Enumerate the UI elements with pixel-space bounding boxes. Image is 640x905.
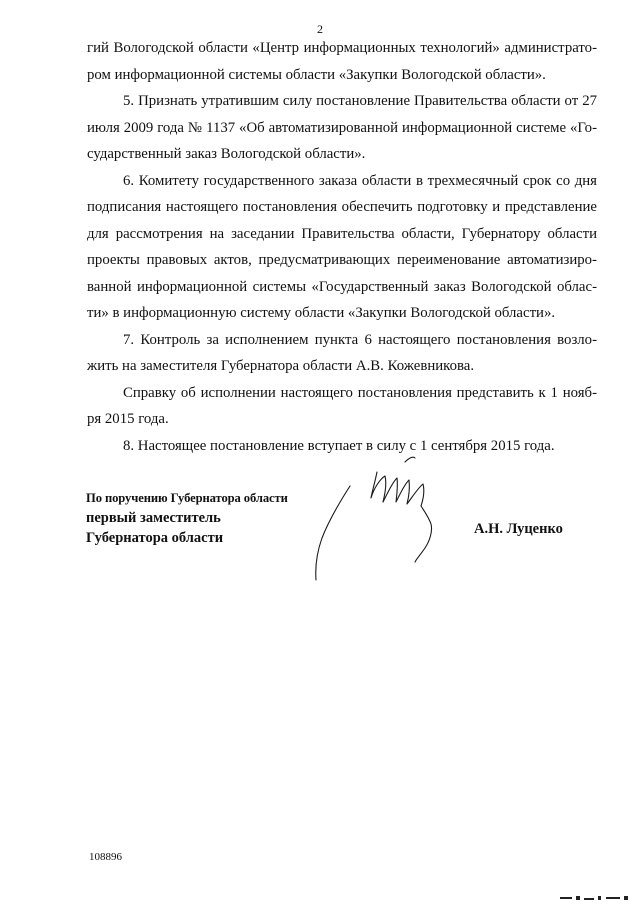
handwritten-signature (305, 448, 465, 583)
text-line: подписания настоящего постановления обеспечить подготовку и представление (87, 199, 597, 215)
text-line: сударственный заказ Вологодской области». (87, 146, 366, 162)
text-line: жить на заместителя Губернатора области А.В. Кожевникова. (87, 358, 475, 374)
scan-marks (560, 893, 630, 903)
text-line: ти» в информационную систему области «Закупки Вологодской области». (87, 305, 556, 321)
text-line: ря 2015 года. (87, 411, 169, 427)
text-line: проекты правовых актов, предусматривающих переименование автоматизиро- (87, 252, 597, 268)
paragraph (87, 168, 597, 327)
text-line: июля 2009 года № 1137 «Об автоматизированной информационной системе «Го- (87, 119, 597, 136)
text-line: для рассмотрения на заседании Правительства области, Губернатору области (87, 225, 597, 242)
text-line: Справку об исполнении настоящего постановления представить к 1 нояб- (123, 384, 597, 401)
paragraph (87, 380, 597, 433)
position-line: первый заместитель (86, 510, 221, 526)
signature-block (86, 488, 288, 548)
paragraph (87, 327, 597, 380)
text-line: ром информационной системы области «Закупки Вологодской области». (87, 66, 546, 83)
position-line: Губернатора области (86, 530, 224, 546)
page-number: 2 (317, 22, 323, 36)
text-line: 5. Признать утратившим силу постановление Правительства области от 27 (123, 93, 597, 109)
signer-name: А.Н. Луценко (474, 521, 563, 537)
mandate-line: По поручению Губернатора области (86, 491, 288, 505)
paragraph (87, 35, 597, 88)
text-line: 7. Контроль за исполнением пункта 6 настоящего постановления возло- (123, 331, 597, 348)
text-line: гий Вологодской области «Центр информационных технологий» администрато- (87, 40, 597, 56)
text-line: ванной информационной системы «Государственный заказ Вологодской облас- (87, 278, 597, 295)
document-body (87, 35, 597, 459)
text-line: 6. Комитету государственного заказа области в трехмесячный срок со дня (123, 172, 597, 189)
text-line: 8. Настоящее постановление вступает в силу с 1 сентября 2015 года. (123, 437, 555, 454)
document-code: 108896 (89, 851, 122, 863)
paragraph (87, 88, 597, 168)
